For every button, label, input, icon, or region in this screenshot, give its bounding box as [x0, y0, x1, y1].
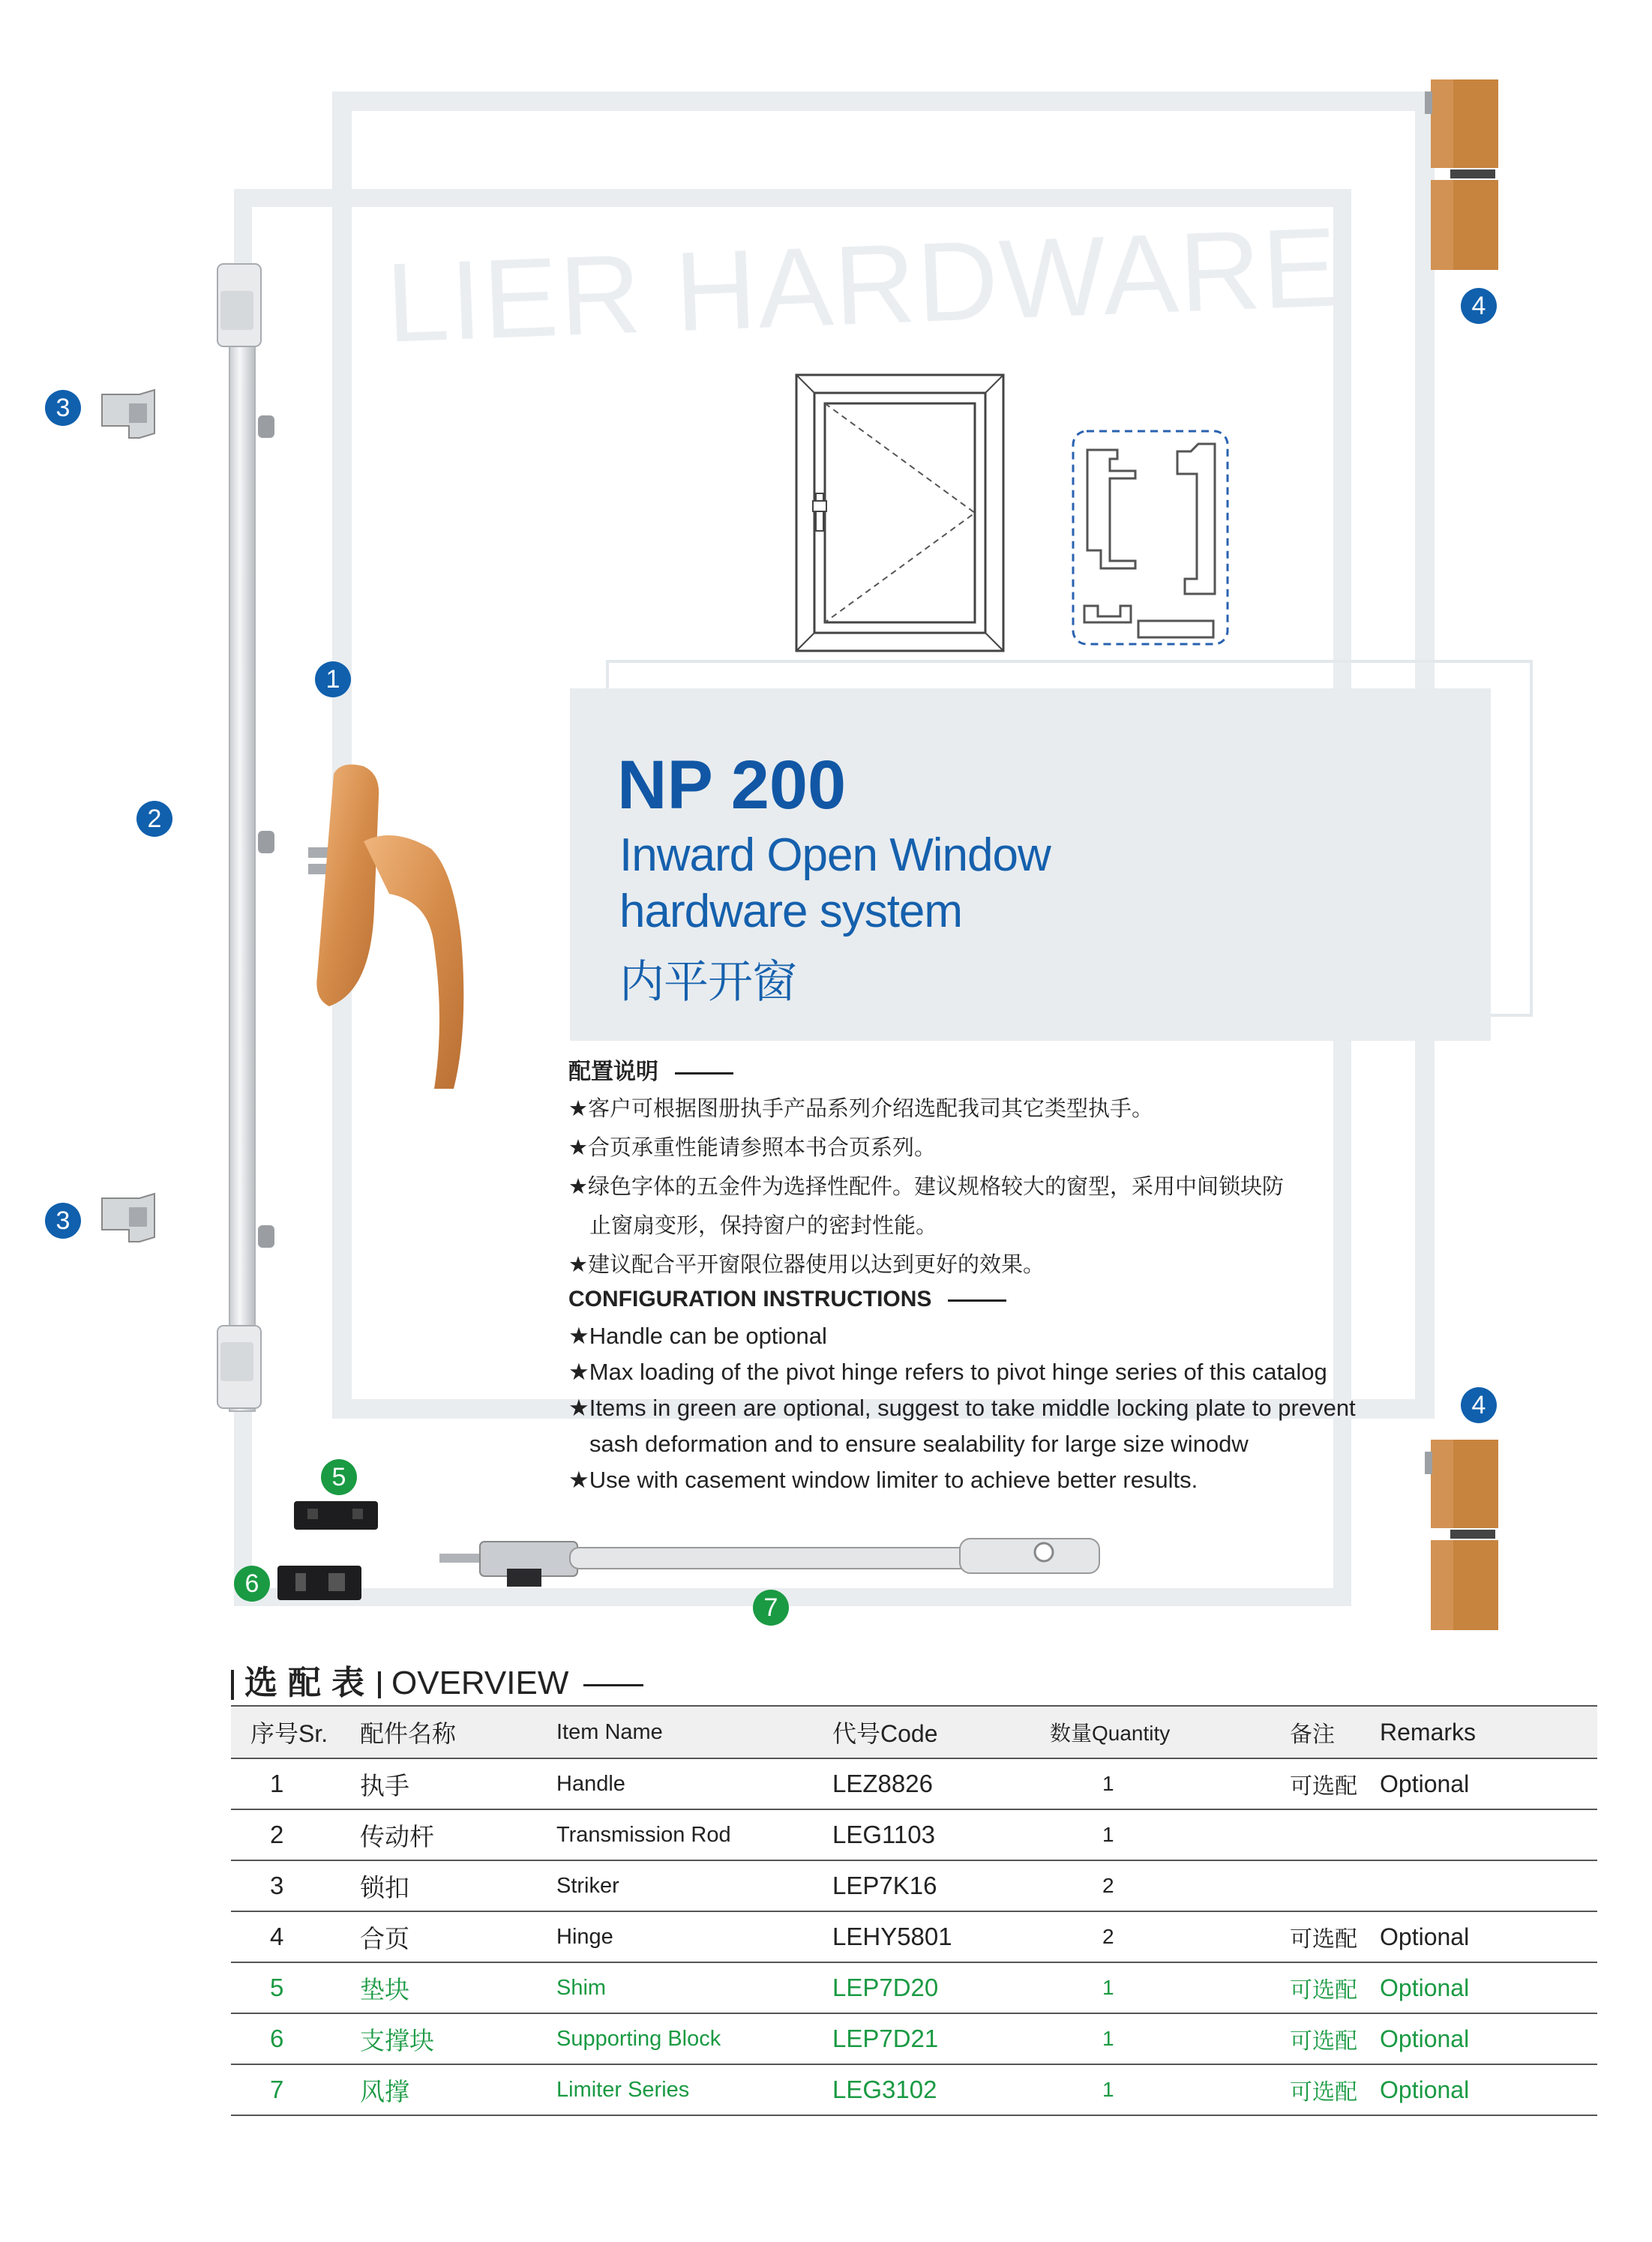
- config-en-heading-text: CONFIGURATION INSTRUCTIONS: [568, 1287, 932, 1311]
- table-row: [231, 1911, 1597, 1962]
- supporting-block-image: [276, 1563, 363, 1603]
- cell-name-en: Transmission Rod: [556, 1809, 832, 1860]
- striker-image-top: [99, 388, 159, 441]
- title-line-2: hardware system: [619, 886, 963, 937]
- cell-name-cn: 执手: [360, 1758, 556, 1809]
- header-qty: 数量Quantity: [1050, 1706, 1290, 1758]
- overview-title-en: OVERVIEW: [391, 1665, 569, 1701]
- config-en-item: ★Max loading of the pivot hinge refers to pivot hinge series of this catalog: [568, 1359, 1327, 1385]
- cell-code: LEZ8826: [832, 1758, 1050, 1809]
- watermark-brand: LIER HARDWARE: [384, 203, 1342, 366]
- cell-code: LEP7D21: [832, 2013, 1050, 2064]
- header-remarks-cn: 备注: [1290, 1706, 1380, 1758]
- callout-badge-limiter: 7: [753, 1590, 789, 1626]
- config-cn-heading: [568, 1053, 733, 1086]
- callout-badge-shim: 5: [321, 1459, 357, 1495]
- cell-sr: 2: [231, 1809, 360, 1860]
- cell-name-en: Hinge: [556, 1911, 832, 1962]
- cell-remarks-en: [1380, 1809, 1597, 1860]
- table-row: [231, 2064, 1597, 2115]
- cell-name-cn: 风撑: [360, 2064, 556, 2115]
- transmission-rod-image: [214, 261, 282, 1416]
- callout-badge-striker-bottom: 3: [45, 1203, 81, 1239]
- config-cn-item: ★建议配合平开窗限位器使用以达到更好的效果。: [568, 1253, 1045, 1277]
- overview-table: [231, 1705, 1597, 2116]
- callout-badge-rod: 2: [136, 801, 172, 837]
- callout-badge-hinge-top: 4: [1461, 288, 1497, 324]
- cell-sr: 5: [231, 1962, 360, 2013]
- cell-name-cn: 合页: [360, 1911, 556, 1962]
- header-code: 代号Code: [832, 1706, 1050, 1758]
- cell-name-cn: 垫块: [360, 1962, 556, 2013]
- cell-name-en: Striker: [556, 1860, 832, 1911]
- overview-heading: [231, 1656, 643, 1704]
- config-en-item: ★Use with casement window limiter to achieve better results.: [568, 1467, 1198, 1493]
- heading-dash: [583, 1684, 643, 1686]
- heading-dash: [948, 1299, 1006, 1302]
- config-cn-heading-text: 配置说明: [568, 1060, 658, 1084]
- striker-image-bottom: [99, 1192, 159, 1245]
- config-en-item: ★Items in green are optional, suggest to take middle locking plate to prevent: [568, 1395, 1356, 1421]
- cell-remarks-cn: [1290, 1809, 1380, 1860]
- header-name-en: Item Name: [556, 1706, 832, 1758]
- config-cn-item: ★绿色字体的五金件为选择性配件。建议规格较大的窗型，采用中间锁块防: [568, 1175, 1284, 1199]
- window-elevation-drawing: [795, 373, 1005, 652]
- cell-remarks-en: [1380, 1860, 1597, 1911]
- cell-code: LEP7D20: [832, 1962, 1050, 2013]
- cell-code: LEG1103: [832, 1809, 1050, 1860]
- title-chinese: 内平开窗: [619, 957, 796, 1007]
- cell-remarks-en: Optional: [1380, 1911, 1597, 1962]
- shim-image: [292, 1498, 379, 1533]
- cell-remarks-en: Optional: [1380, 1962, 1597, 2013]
- cell-sr: 6: [231, 2013, 360, 2064]
- table-row: [231, 1962, 1597, 2013]
- cell-qty: 1: [1050, 1809, 1290, 1860]
- cell-name-en: Handle: [556, 1758, 832, 1809]
- header-sr: 序号Sr.: [231, 1706, 360, 1758]
- cell-name-en: Shim: [556, 1962, 832, 2013]
- cell-code: LEG3102: [832, 2064, 1050, 2115]
- cell-code: LEP7K16: [832, 1860, 1050, 1911]
- config-en-heading: [568, 1287, 1006, 1312]
- cell-name-en: Limiter Series: [556, 2064, 832, 2115]
- cell-name-en: Supporting Block: [556, 2013, 832, 2064]
- cell-sr: 3: [231, 1860, 360, 1911]
- cell-name-cn: 传动杆: [360, 1809, 556, 1860]
- cell-qty: 1: [1050, 2064, 1290, 2115]
- limiter-image: [435, 1531, 1110, 1590]
- cell-remarks-cn: 可选配: [1290, 1911, 1380, 1962]
- cell-code: LEHY5801: [832, 1911, 1050, 1962]
- cell-sr: 1: [231, 1758, 360, 1809]
- model-number: NP 200: [617, 747, 847, 823]
- cell-remarks-cn: 可选配: [1290, 2064, 1380, 2115]
- cell-remarks-en: Optional: [1380, 1758, 1597, 1809]
- header-remarks-en: Remarks: [1380, 1706, 1597, 1758]
- cell-remarks-cn: 可选配: [1290, 1758, 1380, 1809]
- hinge-image-bottom: [1423, 1437, 1506, 1633]
- config-cn-item: 止窗扇变形，保持窗户的密封性能。: [589, 1214, 938, 1238]
- cell-qty: 2: [1050, 1860, 1290, 1911]
- table-row: [231, 1860, 1597, 1911]
- cell-qty: 1: [1050, 1962, 1290, 2013]
- config-en-item: sash deformation and to ensure sealability for large size winodw: [589, 1431, 1249, 1457]
- heading-dash: [675, 1072, 733, 1075]
- title-line-1: Inward Open Window: [619, 829, 1051, 881]
- table-row: [231, 1809, 1597, 1860]
- callout-badge-handle: 1: [315, 661, 351, 697]
- cell-qty: 1: [1050, 2013, 1290, 2064]
- table-header-row: [231, 1706, 1597, 1758]
- profile-section-drawing: [1071, 429, 1230, 646]
- table-row: [231, 1758, 1597, 1809]
- cell-remarks-cn: 可选配: [1290, 2013, 1380, 2064]
- callout-badge-support: 6: [234, 1566, 270, 1602]
- cell-name-cn: 锁扣: [360, 1860, 556, 1911]
- config-en-item: ★Handle can be optional: [568, 1323, 827, 1349]
- cell-remarks-en: Optional: [1380, 2064, 1597, 2115]
- callout-badge-striker-top: 3: [45, 390, 81, 426]
- cell-remarks-en: Optional: [1380, 2013, 1597, 2064]
- config-cn-item: ★合页承重性能请参照本书合页系列。: [568, 1136, 936, 1160]
- config-cn-item: ★客户可根据图册执手产品系列介绍选配我司其它类型执手。: [568, 1097, 1153, 1121]
- overview-title-cn: 选配表: [244, 1665, 375, 1701]
- callout-badge-hinge-bottom: 4: [1461, 1387, 1497, 1423]
- heading-bar: [378, 1671, 381, 1698]
- heading-bar: [231, 1670, 234, 1700]
- cell-sr: 7: [231, 2064, 360, 2115]
- cell-sr: 4: [231, 1911, 360, 1962]
- header-name-cn: 配件名称: [360, 1706, 556, 1758]
- cell-remarks-cn: [1290, 1860, 1380, 1911]
- cell-qty: 2: [1050, 1911, 1290, 1962]
- table-row: [231, 2013, 1597, 2064]
- handle-image: [304, 759, 484, 1096]
- cell-remarks-cn: 可选配: [1290, 1962, 1380, 2013]
- cell-name-cn: 支撑块: [360, 2013, 556, 2064]
- cell-qty: 1: [1050, 1758, 1290, 1809]
- hinge-image-top: [1423, 76, 1506, 273]
